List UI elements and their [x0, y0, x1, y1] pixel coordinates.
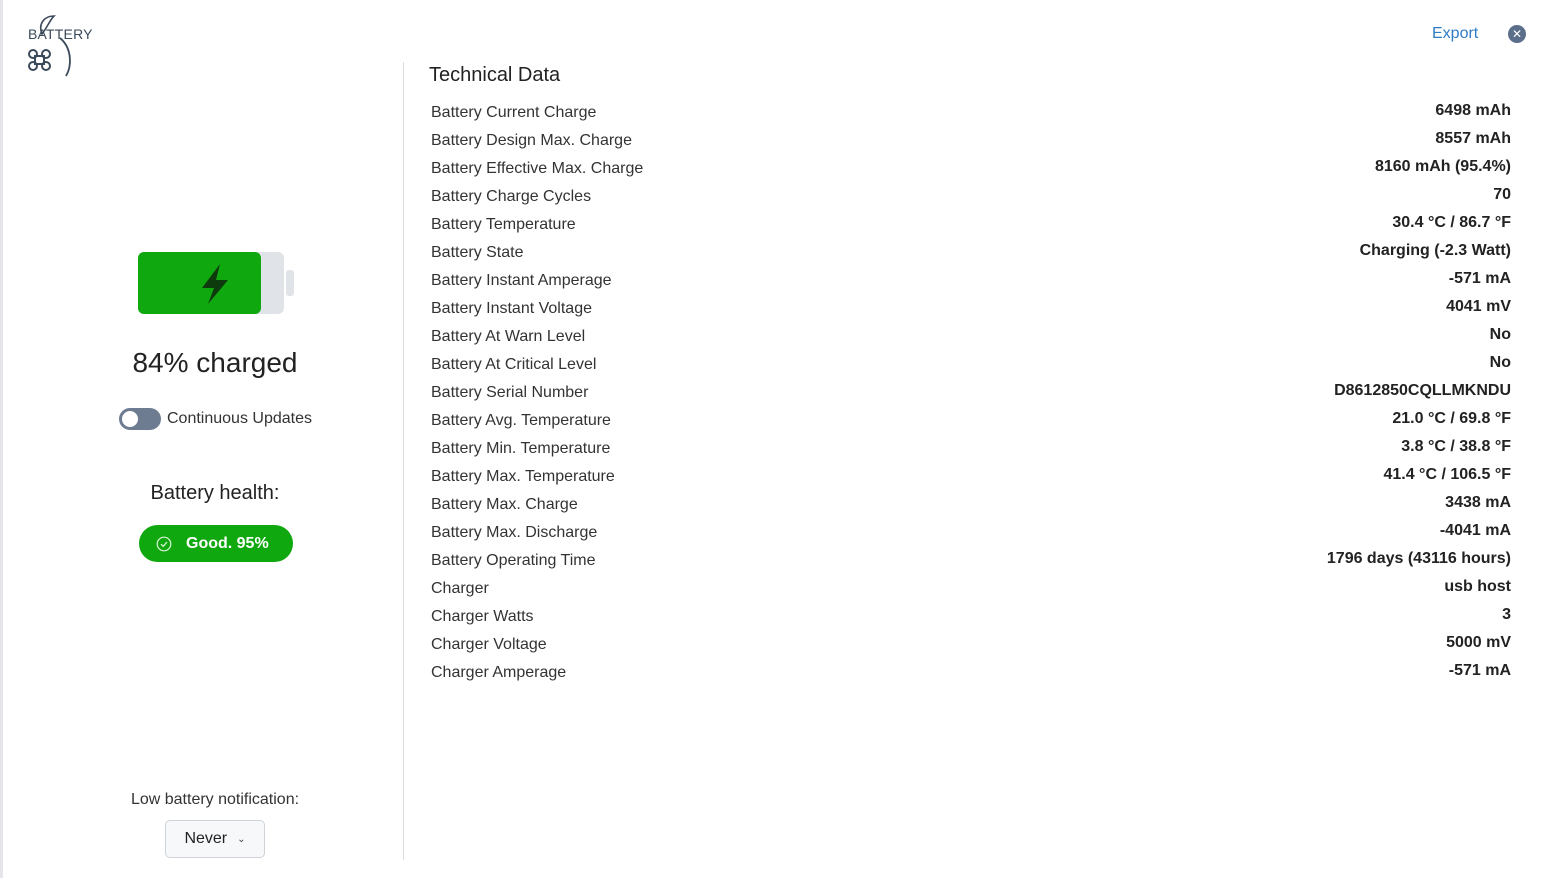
table-row: [431, 212, 1511, 240]
battery-fill: [138, 252, 261, 314]
table-row: [431, 464, 1511, 492]
continuous-updates-row: [119, 407, 312, 431]
continuous-updates-toggle[interactable]: [119, 408, 161, 430]
table-row: [431, 492, 1511, 520]
close-button[interactable]: [1508, 25, 1526, 43]
technical-data-title: Technical Data: [429, 64, 561, 86]
logo-text: BATTERY: [28, 26, 93, 42]
row-value: 3.8 °C / 38.8 °F: [1401, 438, 1511, 455]
table-row: [431, 632, 1511, 660]
battery-terminal: [286, 270, 294, 296]
leaf-command-icon: [26, 14, 96, 84]
row-value: -4041 mA: [1439, 522, 1511, 539]
check-circle-icon: [156, 536, 172, 552]
row-value: -571 mA: [1448, 662, 1511, 679]
low-battery-notification-select[interactable]: [165, 820, 265, 858]
row-label: Battery Serial Number: [431, 384, 589, 401]
table-row: [431, 184, 1511, 212]
battery-level-graphic: [138, 252, 298, 316]
row-value: 21.0 °C / 69.8 °F: [1392, 410, 1511, 427]
chevron-down-icon: ⌄: [237, 833, 246, 845]
row-label: Charger: [431, 580, 489, 597]
row-value: usb host: [1444, 578, 1511, 595]
battery-health-badge: [139, 525, 293, 562]
table-row: [431, 156, 1511, 184]
table-row: [431, 604, 1511, 632]
row-value: 4041 mV: [1446, 298, 1511, 315]
row-label: Battery Effective Max. Charge: [431, 160, 644, 177]
row-label: Battery Design Max. Charge: [431, 132, 632, 149]
continuous-updates-label: Continuous Updates: [167, 410, 312, 427]
row-value: 6498 mAh: [1435, 102, 1511, 119]
row-label: Battery Max. Discharge: [431, 524, 598, 541]
table-row: [431, 660, 1511, 688]
row-label: Battery At Warn Level: [431, 328, 586, 345]
table-row: [431, 408, 1511, 436]
row-value: 3: [1502, 606, 1511, 623]
table-row: [431, 436, 1511, 464]
table-row: [431, 128, 1511, 156]
window-left-edge: [0, 0, 3, 878]
charge-percent-label: 84% charged: [132, 347, 298, 378]
row-value: 3438 mA: [1445, 494, 1511, 511]
toggle-knob: [122, 411, 138, 427]
row-value: No: [1489, 326, 1511, 343]
row-value: 1796 days (43116 hours): [1326, 550, 1511, 567]
table-row: [431, 548, 1511, 576]
table-row: [431, 268, 1511, 296]
row-value: 8557 mAh: [1435, 130, 1511, 147]
row-value: 41.4 °C / 106.5 °F: [1383, 466, 1511, 483]
row-label: Battery Temperature: [431, 216, 576, 233]
row-value: Charging (-2.3 Watt): [1359, 242, 1511, 259]
table-row: [431, 352, 1511, 380]
row-label: Battery Operating Time: [431, 552, 596, 569]
table-row: [431, 324, 1511, 352]
close-icon: ✕: [1511, 27, 1523, 41]
row-label: Battery Min. Temperature: [431, 440, 611, 457]
table-row: [431, 296, 1511, 324]
health-badge-text: Good. 95%: [186, 534, 269, 552]
table-row: [431, 240, 1511, 268]
row-value: 5000 mV: [1446, 634, 1511, 651]
row-label: Battery Instant Amperage: [431, 272, 612, 289]
row-value: No: [1489, 354, 1511, 371]
technical-data-table: [431, 100, 1511, 688]
table-row: [431, 520, 1511, 548]
row-label: Battery Charge Cycles: [431, 188, 592, 205]
app-logo: [26, 14, 96, 84]
row-label: Battery Current Charge: [431, 104, 597, 121]
row-value: 8160 mAh (95.4%): [1374, 158, 1511, 175]
row-label: Battery Instant Voltage: [431, 300, 592, 317]
panel-divider: [403, 62, 404, 860]
low-battery-notification-label: Low battery notification:: [130, 791, 300, 808]
row-value: 30.4 °C / 86.7 °F: [1392, 214, 1511, 231]
row-label: Charger Watts: [431, 608, 534, 625]
row-label: Charger Voltage: [431, 636, 547, 653]
row-label: Charger Amperage: [431, 664, 567, 681]
table-row: [431, 380, 1511, 408]
table-row: [431, 100, 1511, 128]
row-value: 70: [1493, 186, 1511, 203]
row-value: D8612850CQLLMKNDU: [1334, 382, 1511, 399]
export-link[interactable]: Export: [1432, 25, 1479, 42]
row-label: Battery Avg. Temperature: [431, 412, 611, 429]
table-row: [431, 576, 1511, 604]
select-value: Never: [184, 830, 228, 847]
row-label: Battery At Critical Level: [431, 356, 597, 373]
row-label: Battery Max. Charge: [431, 496, 578, 513]
battery-health-heading: Battery health:: [150, 482, 280, 504]
row-value: -571 mA: [1448, 270, 1511, 287]
row-label: Battery State: [431, 244, 524, 261]
row-label: Battery Max. Temperature: [431, 468, 615, 485]
